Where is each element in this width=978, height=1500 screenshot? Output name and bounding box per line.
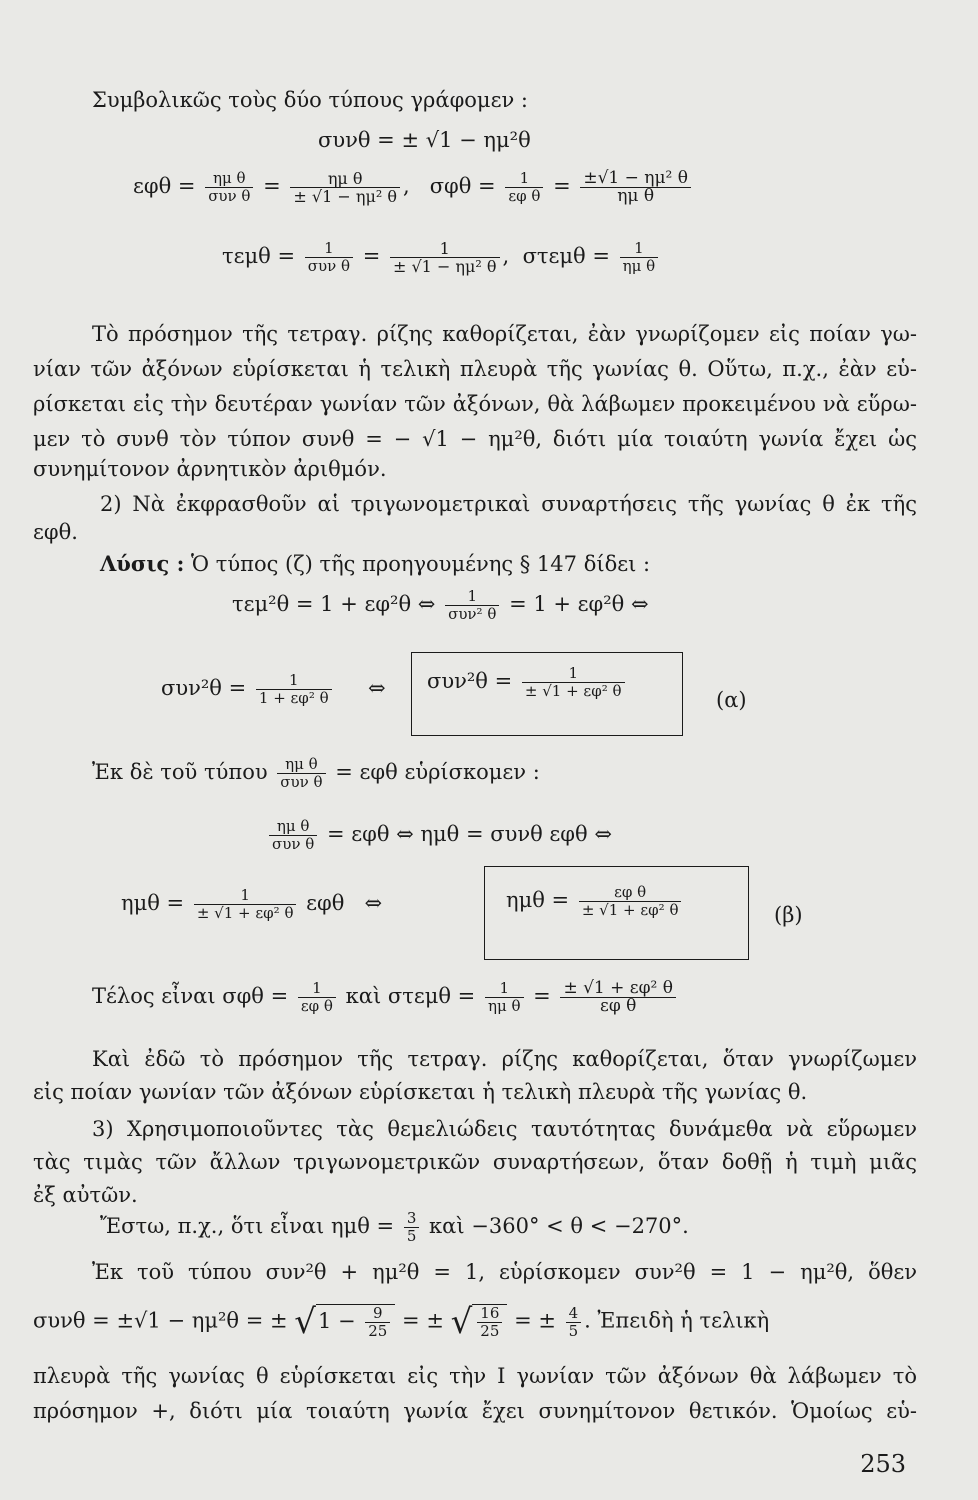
- formula-cos-sq: συν²θ = $\frac{1}{\text{1 + εφ² θ}}$ ⇔: [161, 671, 386, 707]
- paragraph-line: πρόσημον +, διότι μία τοιαύτη γωνία ἔχει συνημίτονον θετικόν. Ὁμοίως εὑ-: [33, 1399, 917, 1423]
- formula-tan-cot: εφθ = $\frac{\text{ημ θ}}{\text{συν θ}}$ = $\frac{\text{ημ θ}}{\text{± √1 − ημ² θ}}$ , σφθ = $\frac{1}{\text{εφ θ}}$ = $\frac{\text{±√1 − ημ² θ}}{\text{ημ θ}}$: [133, 170, 694, 205]
- label-alpha: (α): [716, 688, 747, 712]
- paragraph-line: εἰς ποίαν γωνίαν τῶν ἀξόνων εὑρίσκεται ἡ τελικὴ πλευρὰ τῆς γωνίας θ.: [33, 1080, 808, 1104]
- paragraph-line: Ἐκ τοῦ τύπου συν²θ + ημ²θ = 1, εὑρίσκομεν συν²θ = 1 − ημ²θ, ὅθεν: [92, 1260, 917, 1284]
- paragraph-line: πλευρὰ τῆς γωνίας θ εὑρίσκεται εἰς τὴν I γωνίαν τῶν ἀξόνων θὰ λάβωμεν τὸ: [33, 1364, 917, 1388]
- cos-computation-line: συνθ = ±√1 − ημ²θ = ± √1 − $\frac{9}{25}$ = ± √ $\frac{16}{25}$ = ± $\frac{4}{5}$ . Ἐπειδὴ ἡ τελικὴ: [33, 1302, 770, 1342]
- label-beta: (β): [774, 903, 803, 927]
- formula-beta: ημθ = $\frac{\text{εφ θ}}{\text{± √1 + εφ² θ}}$: [506, 884, 684, 919]
- formula-sec-cosec: τεμθ = $\frac{1}{\text{συν θ}}$ = $\frac{1}{\text{± √1 − ημ² θ}}$ , στεμθ = $\frac{1}{\text{ημ θ}}$: [222, 240, 661, 275]
- formula-sin: ημθ = $\frac{1}{\text{± √1 + εφ² θ}}$ εφθ ⇔: [121, 886, 383, 922]
- formula-sec-sq: τεμ²θ = 1 + εφ²θ ⇔ $\frac{1}{\text{συν² θ}}$ = 1 + εφ²θ ⇔: [232, 587, 649, 623]
- solution-line: Λύσις : Ὁ τύπος (ζ) τῆς προηγουμένης § 147 δίδει :: [100, 551, 651, 576]
- paragraph-line: ρίσκεται εἰς τὴν δευτέραν γωνίαν τῶν ἀξόνων, θὰ λάβωμεν προκειμένου νὰ εὕρω-: [33, 392, 917, 416]
- paragraph-line: Τὸ πρόσημον τῆς τετραγ. ρίζης καθορίζεται, ἐὰν γνωρίζομεν εἰς ποίαν γω-: [92, 322, 917, 346]
- example-line: Ἔστω, π.χ., ὅτι εἶναι ημθ = $\frac{3}{5}$ καὶ −360° < θ < −270°.: [100, 1209, 689, 1245]
- item-3-line: 3) Χρησιμοποιοῦντες τὰς θεμελιώδεις ταυτότητας δυνάμεθα νὰ εὕρωμεν: [92, 1117, 917, 1141]
- formula-alpha: συν²θ = $\frac{1}{\text{± √1 + εφ² θ}}$: [427, 665, 628, 700]
- item-2-line: 2) Νὰ ἐκφρασθοῦν αἱ τριγωνομετρικαὶ συναρτήσεις τῆς γωνίας θ ἐκ τῆς: [100, 492, 917, 516]
- item-3-line: τὰς τιμὰς τῶν ἄλλων τριγωνομετρικῶν συναρτήσεων, ὅταν δοθῇ ἡ τιμὴ μιᾶς: [33, 1150, 917, 1174]
- intro-line: Συμβολικῶς τοὺς δύο τύπους γράφομεν :: [92, 88, 528, 112]
- finally-line: Τέλος εἶναι σφθ = $\frac{1}{\text{εφ θ}}$ καὶ στεμθ = $\frac{1}{\text{ημ θ}}$ = $\frac{\text{± √1 + εφ² θ}}{\text{εφ θ}}$: [92, 980, 679, 1015]
- formula-sin-derivation: $\frac{\text{ημ θ}}{\text{συν θ}}$ = εφθ ⇔ ημθ = συνθ εφθ ⇔: [266, 818, 612, 853]
- paragraph-line: μεν τὸ συνθ τὸν τύπον συνθ = − √1 − ημ²θ, διότι μία τοιαύτη γωνία ἔχει ὡς: [33, 427, 917, 451]
- item-3-line: ἐξ αὐτῶν.: [33, 1183, 138, 1207]
- paragraph-line: νίαν τῶν ἀξόνων εὑρίσκεται ἡ τελικὴ πλευρὰ τῆς γωνίας θ. Οὕτω, π.χ., ἐὰν εὑ-: [33, 357, 917, 381]
- solution-label: Λύσις :: [100, 551, 185, 576]
- from-formula-line: Ἐκ δὲ τοῦ τύπου $\frac{\text{ημ θ}}{\text{συν θ}}$ = εφθ εὑρίσκομεν :: [92, 755, 540, 791]
- page-number: 253: [860, 1450, 906, 1478]
- item-2-line: εφθ.: [33, 520, 78, 544]
- paragraph-line: Καὶ ἐδῶ τὸ πρόσημον τῆς τετραγ. ρίζης καθορίζεται, ὅταν γνωρίζωμεν: [92, 1047, 917, 1071]
- paragraph-line: συνημίτονον ἀρνητικὸν ἀριθμόν.: [33, 457, 387, 481]
- formula-cos: συνθ = ± √1 − ημ²θ: [318, 128, 531, 152]
